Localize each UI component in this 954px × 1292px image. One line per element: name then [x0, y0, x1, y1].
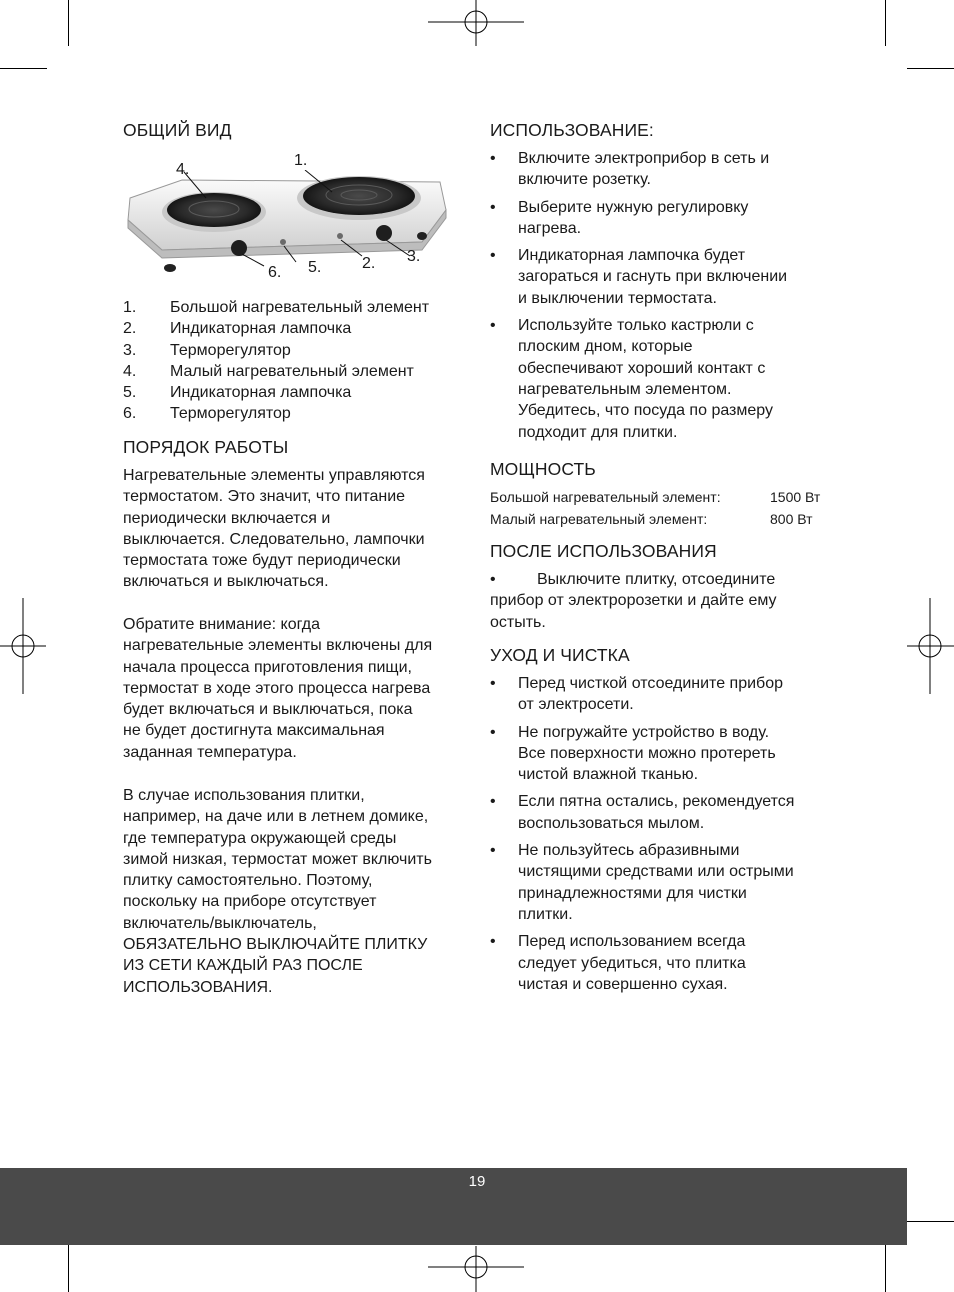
- list-item: [490, 931, 835, 995]
- item-number: 5.: [123, 384, 137, 402]
- text-line: плоским дном, которые: [518, 338, 693, 356]
- text-line: принадлежностями для чистки: [518, 884, 747, 902]
- item-text: Индикаторная лампочка: [170, 320, 352, 338]
- text-line: Включите электроприбор в сеть и: [518, 150, 770, 167]
- power-heading: МОЩНОСТЬ: [490, 459, 596, 479]
- text-line: Все поверхности можно протереть: [518, 744, 776, 762]
- list-item: [490, 148, 835, 191]
- overview-heading: ОБЩИЙ ВИД: [123, 120, 232, 140]
- crop-mark: [907, 68, 954, 69]
- text-line: плитки.: [518, 905, 573, 923]
- item-number: 6.: [123, 405, 137, 423]
- text-line: выключается. Следовательно, лампочки: [123, 530, 425, 548]
- text-line: В случае использования плитки,: [123, 787, 365, 804]
- text-line: Индикаторная лампочка будет: [518, 247, 746, 265]
- page-number: 19: [468, 1173, 486, 1190]
- text-line: включите розетку.: [518, 171, 651, 189]
- text-line: чистая и совершенно сухая.: [518, 975, 728, 993]
- text-line: Если пятна остались, рекомендуется: [518, 793, 795, 811]
- bullet-icon: •: [490, 198, 496, 216]
- power-value: 1500 Вт: [770, 489, 821, 505]
- text-line: Убедитесь, что посуда по размеру: [518, 402, 774, 420]
- text-line: нагрева.: [518, 219, 582, 237]
- parts-list: [123, 297, 463, 425]
- list-item: [123, 318, 463, 339]
- bullet-icon: •: [490, 317, 496, 335]
- bullet-icon: •: [490, 571, 496, 588]
- crop-mark: [68, 1245, 69, 1292]
- registration-mark-icon: [907, 598, 954, 694]
- bullet-icon: •: [490, 842, 496, 860]
- text-line: зимой низкая, термостат может включить: [123, 850, 432, 868]
- list-item: [490, 791, 835, 834]
- list-item: [123, 297, 463, 318]
- text-line: заданная температура.: [123, 743, 297, 761]
- text-line: и выключении термостата.: [518, 289, 717, 307]
- list-item: [123, 382, 463, 403]
- registration-mark-icon: [0, 598, 46, 694]
- text-line: Обратите внимание: когда: [123, 616, 320, 633]
- text-line: ОБЯЗАТЕЛЬНО ВЫКЛЮЧАЙТЕ ПЛИТКУ: [123, 936, 428, 954]
- text-line: Перед использованием всегда: [518, 933, 746, 951]
- operation-paragraph-1: [123, 465, 468, 593]
- text-line: термостатом. Это значит, что питание: [123, 488, 406, 506]
- text-line: прибор от электророзетки и дайте ему: [490, 592, 777, 610]
- item-number: 1.: [123, 299, 137, 316]
- text-line: где температура окружающей среды: [123, 829, 397, 847]
- power-row: [490, 511, 707, 527]
- text-line: воспользоваться мылом.: [518, 814, 705, 832]
- text-line: будет включаться и выключаться, пока: [123, 701, 413, 719]
- text-line: например, на даче или в летнем домике,: [123, 808, 429, 826]
- callout-label: 4.: [176, 161, 190, 178]
- text-line: от электросети.: [518, 696, 634, 714]
- power-row: [490, 489, 721, 505]
- crop-mark: [885, 0, 886, 46]
- item-text: Терморегулятор: [170, 341, 291, 359]
- text-line: термостат в ходе этого процесса нагрева: [123, 679, 431, 697]
- bullet-icon: •: [490, 150, 496, 167]
- text-line: остыть.: [490, 613, 546, 631]
- bullet-icon: •: [490, 247, 496, 265]
- item-number: 3.: [123, 341, 137, 359]
- registration-mark-icon: [428, 0, 524, 46]
- item-text: Индикаторная лампочка: [170, 384, 352, 402]
- text-line: плитку самостоятельно. Поэтому,: [123, 872, 373, 890]
- care-list: [490, 673, 835, 1001]
- callout-label: 6.: [268, 264, 282, 281]
- text-line: Используйте только кастрюли с: [518, 317, 754, 335]
- crop-mark: [68, 0, 69, 46]
- after-use-paragraph: [490, 569, 835, 633]
- power-label: Малый нагревательный элемент:: [490, 511, 708, 527]
- list-item: [123, 403, 463, 424]
- text-line: нагревательные элементы включены для: [123, 637, 433, 655]
- list-item: [490, 315, 835, 443]
- text-span: Выключите плитку, отсоедините: [537, 571, 776, 588]
- text-line: чистящими средствами или острыми: [518, 863, 794, 881]
- text-line: чистой влажной тканью.: [518, 766, 699, 784]
- text-line: [490, 569, 835, 590]
- text-line: включатель/выключатель,: [123, 914, 317, 932]
- text-line: подходит для плитки.: [518, 423, 678, 441]
- bullet-icon: •: [490, 793, 496, 811]
- list-item: [490, 722, 835, 786]
- callout-label: 5.: [308, 259, 322, 276]
- text-line: Нагревательные элементы управляются: [123, 467, 425, 484]
- item-number: 2.: [123, 320, 137, 338]
- operation-paragraph-2: [123, 614, 468, 763]
- bullet-icon: •: [490, 933, 496, 951]
- callout-label: 1.: [294, 152, 308, 169]
- operation-heading: ПОРЯДОК РАБОТЫ: [123, 437, 289, 457]
- text-line: нагревательным элементом.: [518, 380, 732, 398]
- callout-label: 2.: [362, 255, 376, 272]
- text-line: загораться и гаснуть при включении: [518, 268, 788, 286]
- list-item: [490, 245, 835, 309]
- crop-mark: [885, 1245, 886, 1292]
- list-item: [490, 197, 835, 240]
- text-line: ИСПОЛЬЗОВАНИЯ.: [123, 978, 273, 996]
- text-line: Перед чисткой отсоедините прибор: [518, 675, 784, 692]
- crop-mark: [907, 1221, 954, 1222]
- power-label: Большой нагревательный элемент:: [490, 489, 721, 505]
- text-line: обеспечивают хороший контакт с: [518, 359, 766, 377]
- list-item: [123, 361, 463, 382]
- item-text: Терморегулятор: [170, 405, 291, 423]
- text-line: термостата тоже будут периодически: [123, 552, 401, 570]
- text-line: Не погружайте устройство в воду.: [518, 723, 770, 741]
- text-line: начала процесса приготовления пищи,: [123, 658, 412, 676]
- after-use-heading: ПОСЛЕ ИСПОЛЬЗОВАНИЯ: [490, 541, 717, 561]
- operation-paragraph-3: [123, 785, 468, 998]
- text-line: включаться и выключаться.: [123, 573, 329, 591]
- list-item: [123, 340, 463, 361]
- item-text: Большой нагревательный элемент: [170, 299, 430, 316]
- usage-heading: ИСПОЛЬЗОВАНИЕ:: [490, 120, 654, 140]
- text-line: периодически включается и: [123, 509, 331, 527]
- text-line: следует убедиться, что плитка: [518, 954, 746, 972]
- bullet-icon: •: [490, 675, 496, 692]
- usage-list: [490, 148, 835, 449]
- text-line: Выберите нужную регулировку: [518, 198, 749, 216]
- care-heading: УХОД И ЧИСТКА: [490, 645, 630, 665]
- bullet-icon: •: [490, 723, 496, 741]
- text-line: Не пользуйтесь абразивными: [518, 842, 740, 860]
- text-line: ИЗ СЕТИ КАЖДЫЙ РАЗ ПОСЛЕ: [123, 957, 363, 975]
- list-item: [490, 673, 835, 716]
- text-line: не будет достигнута максимальная: [123, 722, 385, 740]
- power-value: 800 Вт: [770, 511, 813, 527]
- list-item: [490, 840, 835, 925]
- item-number: 4.: [123, 362, 137, 380]
- registration-mark-icon: [428, 1246, 524, 1292]
- callout-label: 3.: [407, 248, 421, 265]
- crop-mark: [0, 68, 47, 69]
- text-line: поскольку на приборе отсутствует: [123, 893, 377, 911]
- hotplate-illustration: [122, 170, 452, 275]
- item-text: Малый нагревательный элемент: [170, 362, 414, 380]
